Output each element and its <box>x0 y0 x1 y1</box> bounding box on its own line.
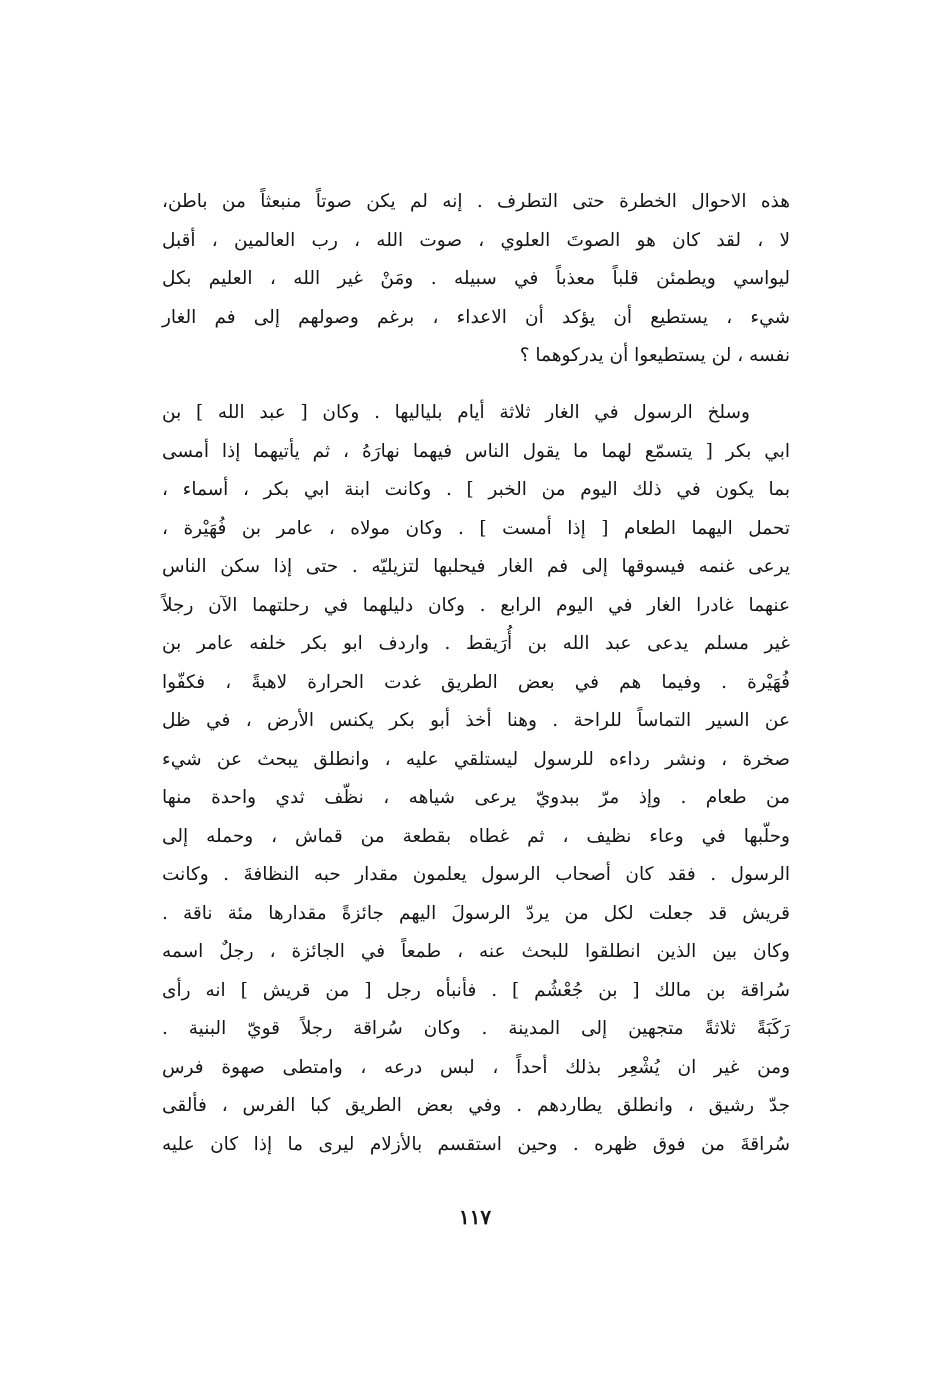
paragraph-line: وكان بين الذين انطلقوا للبحث عنه ، طمعاً في الجائزة ، رجلٌ اسمه <box>162 941 790 962</box>
paragraph-line: هذه الاحوال الخطرة حتى التطرف . إنه لم يكن صوتاً منبعثاً من باطن، <box>162 191 790 212</box>
paragraph-line: تحمل اليهما الطعام [ إذا أمست ] . وكان مولاه ، عامر بن فُهَيْرة ، <box>162 517 790 539</box>
paragraph-line: عن السير التماساً للراحة . وهنا أخذ أبو بكر يكنس الأرض ، في ظل <box>162 710 790 731</box>
paragraph-line: يرعى غنمه فيسوقها إلى فم الغار فيحلبها لتزيليّه . حتى إذا سكن الناس <box>162 556 790 577</box>
paragraph-1 <box>162 183 790 376</box>
paragraph-line: قريش قد جعلت لكل من يردّ الرسولَ اليهم جائزةً مقدارها مئة ناقة . <box>162 902 790 924</box>
paragraph-line: نفسه ، لن يستطيعوا أن يدركوهما ؟ <box>519 345 790 366</box>
paragraph-line: شيء ، يستطيع أن يؤكد أن الاعداء ، برغم وصولهم إلى فم الغار <box>162 306 790 328</box>
paragraph-line: بما يكون في ذلك اليوم من الخبر ] . وكانت ابنة ابي بكر ، أسماء ، <box>162 479 790 500</box>
paragraph-line: وسلخ الرسول في الغار ثلاثة أيام بلياليها . وكان [ عبد الله ] بن <box>162 402 750 423</box>
paragraph-line: وحلّبها في وعاء نظيف ، ثم غطاه بقطعة من قماش ، وحمله إلى <box>162 825 790 847</box>
paragraph-line: جدّ رشيق ، وانطلق يطاردهم . وفي بعض الطريق كبا الفرس ، فألقى <box>162 1095 790 1116</box>
paragraph-line: رَكَبَةً ثلاثةً متجهين إلى المدينة . وكان سُراقة رجلاً قويّ البنية . <box>162 1018 790 1039</box>
paragraph-line: صخرة ، ونشر رداءه للرسول ليستلقي عليه ، وانطلق يبحث عن شيء <box>162 748 790 770</box>
paragraph-line: سُراقةَ من فوق ظهره . وحين استقسم بالأزلام ليرى ما إذا كان عليه <box>162 1133 790 1155</box>
page-number: ١١٧ <box>458 1205 492 1229</box>
paragraph-2 <box>162 394 790 1164</box>
paragraph-line: من طعام . وإذ مرّ ببدويّ يرعى شياهه ، نظّف ثدي واحدة منها <box>162 787 790 808</box>
paragraph-line: لا ، لقد كان هو الصوتَ العلوي ، صوت الله ، رب العالمين ، أقبل <box>162 229 790 251</box>
paragraph-line: ليواسي ويطمئن قلباً معذباً في سبيله . ومَنْ غير الله ، العليم بكل <box>162 268 790 289</box>
paragraph-line: غير مسلم يدعى عبد الله بن أُرَيقط . واردف ابو بكر خلفه عامر بن <box>162 633 790 654</box>
paragraph-line: سُراقة بن مالك [ بن جُعْشُم ] . فأنبأه رجل [ من قريش ] انه رأى <box>162 979 790 1001</box>
paragraph-line: الرسول . فقد كان أصحاب الرسول يعلمون مقدار حبه النظافةَ . وكانت <box>162 864 790 885</box>
paragraph-line: عنهما غادرا الغار في اليوم الرابع . وكان دليلهما في رحلتهما الآن رجلاً <box>162 594 790 616</box>
paragraph-line: فُهَيْرة . وفيما هم في بعض الطريق غدت الحرارة لاهبةً ، فكفّوا <box>162 671 790 693</box>
paragraph-line: ومن غير ان يُشْعِر بذلك أحداً ، لبس درعه ، وامتطى صهوة فرس <box>162 1056 790 1078</box>
paragraph-line: ابي بكر [ يتسمّع لهما ما يقول الناس فيهما نهارَهُ ، ثم يأتيهما إذا أمسى <box>162 440 790 462</box>
